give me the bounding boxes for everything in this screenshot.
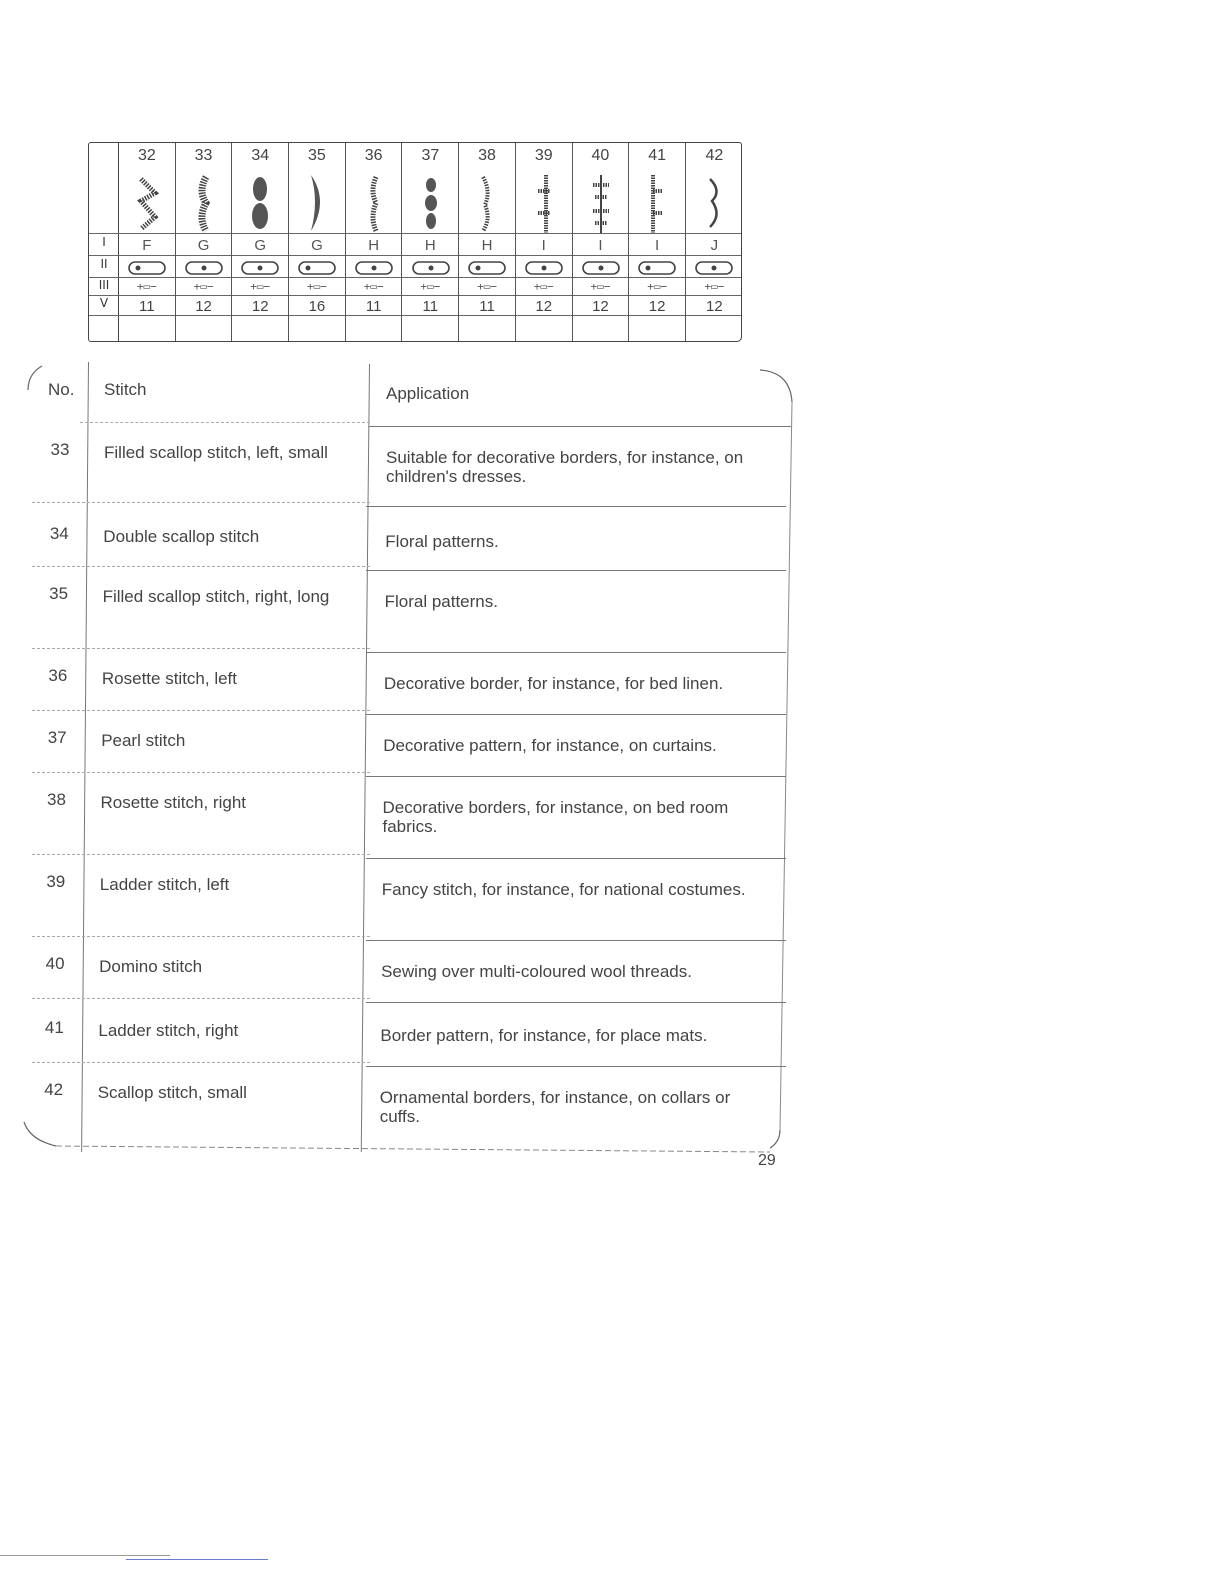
presser-foot-icon <box>232 259 288 277</box>
width-adjust-icon: +▭− <box>307 280 327 293</box>
row-divider <box>366 1002 786 1003</box>
row-divider <box>32 936 370 937</box>
presser-foot-icon <box>516 259 572 277</box>
width-adjust-icon: +▭− <box>363 280 384 293</box>
stitch-column <box>289 143 346 341</box>
application-cell: Suitable for decorative borders, for instance, on children's dresses. <box>386 448 744 486</box>
presser-foot-letter: I <box>541 237 546 254</box>
stitch-column <box>686 143 743 341</box>
stitch-number-cell: 37 <box>47 728 67 747</box>
stitch-pattern-icon <box>119 171 175 233</box>
stitch-name-cell: Scallop stitch, small <box>97 1083 247 1102</box>
row-divider <box>366 1066 786 1067</box>
width-adjust-icon: +▭− <box>704 280 725 293</box>
presser-foot-icon <box>176 259 232 277</box>
stitch-number: 34 <box>251 147 270 164</box>
stitch-length-value: 11 <box>365 298 382 315</box>
stitch-pattern-icon <box>516 171 572 233</box>
application-cell: Fancy stitch, for instance, for national costumes. <box>381 880 746 899</box>
stitch-chart <box>88 142 742 342</box>
stitch-number: 37 <box>421 147 440 164</box>
stitch-pattern-icon <box>289 171 345 233</box>
presser-foot-letter: G <box>311 237 323 254</box>
page-number: 29 <box>758 1152 776 1166</box>
presser-foot-letter: H <box>424 237 436 254</box>
stitch-number: 40 <box>591 147 610 164</box>
stitch-column <box>403 143 460 341</box>
application-cell: Decorative pattern, for instance, on curtains. <box>383 736 717 755</box>
stitch-name-cell: Domino stitch <box>99 957 203 976</box>
presser-foot-icon <box>289 259 345 277</box>
stitch-name-cell: Double scallop stitch <box>103 527 260 546</box>
stitch-length-value: 11 <box>479 298 495 315</box>
stitch-number: 33 <box>194 147 213 164</box>
stitch-number: 41 <box>648 147 667 164</box>
stitch-number: 38 <box>478 147 496 164</box>
row-divider <box>32 854 370 855</box>
width-adjust-icon: +▭− <box>647 280 668 293</box>
presser-foot-letter: H <box>481 237 493 254</box>
stitch-pattern-icon <box>176 171 232 233</box>
row-divider <box>366 570 786 571</box>
header-no: No. <box>48 380 75 399</box>
application-cell: Floral patterns. <box>384 592 498 611</box>
presser-foot-letter: G <box>197 237 210 254</box>
row-divider <box>32 998 370 999</box>
stitch-name-cell: Rosette stitch, right <box>100 793 247 812</box>
presser-foot-icon <box>686 259 743 277</box>
row-labels <box>89 143 119 341</box>
row-divider <box>366 506 786 507</box>
stitch-pattern-icon <box>346 171 402 233</box>
stitch-pattern-icon <box>403 171 459 233</box>
stitch-name-cell: Filled scallop stitch, right, long <box>102 587 330 606</box>
width-adjust-icon: +▭− <box>136 280 157 293</box>
presser-foot-icon <box>629 259 685 277</box>
stitch-number-cell: 36 <box>48 666 68 685</box>
scan-edge-line-blue <box>126 1559 268 1560</box>
stitch-column <box>119 143 176 341</box>
presser-foot-letter: H <box>368 237 380 254</box>
stitch-column <box>346 143 403 341</box>
application-cell: Decorative border, for instance, for bed linen. <box>383 674 724 693</box>
presser-foot-icon <box>119 259 175 277</box>
stitch-number: 39 <box>534 147 553 164</box>
row-divider <box>32 566 370 567</box>
stitch-number: 35 <box>308 147 326 164</box>
stitch-length-value: 12 <box>592 298 609 315</box>
presser-foot-icon <box>403 259 459 277</box>
stitch-column <box>459 143 516 341</box>
presser-foot-letter: G <box>254 237 267 254</box>
stitch-number: 32 <box>137 147 156 164</box>
stitch-pattern-icon <box>232 171 288 233</box>
presser-foot-letter: I <box>598 237 603 254</box>
stitch-column <box>176 143 233 341</box>
width-adjust-icon: +▭− <box>533 280 554 293</box>
stitch-pattern-icon <box>573 171 629 233</box>
row-label-V: V <box>99 296 109 310</box>
stitch-length-value: 16 <box>308 298 326 315</box>
row-divider <box>366 940 786 941</box>
header-application: Application <box>386 384 470 403</box>
stitch-length-value: 12 <box>648 298 666 315</box>
stitch-column <box>516 143 573 341</box>
presser-foot-letter: I <box>655 237 660 254</box>
stitch-name-cell: Rosette stitch, left <box>101 669 238 688</box>
application-cell: Border pattern, for instance, for place mats. <box>380 1026 708 1045</box>
presser-foot-icon <box>346 259 402 277</box>
width-adjust-icon: +▭− <box>420 280 441 293</box>
stitch-name-cell: Filled scallop stitch, left, small <box>104 443 328 462</box>
row-divider <box>32 502 370 503</box>
stitch-number-cell: 42 <box>44 1080 64 1099</box>
header-stitch: Stitch <box>104 380 147 399</box>
presser-foot-letter: F <box>142 237 152 254</box>
stitch-length-value: 12 <box>195 298 212 315</box>
stitch-number-cell: 40 <box>45 954 65 973</box>
stitch-number-cell: 41 <box>44 1018 64 1037</box>
stitch-number-cell: 39 <box>46 872 66 891</box>
stitch-number-cell: 38 <box>47 790 66 809</box>
stitch-pattern-icon <box>629 171 685 233</box>
stitch-length-value: 12 <box>706 298 723 315</box>
stitch-number-cell: 35 <box>49 584 69 603</box>
application-cell: Decorative borders, for instance, on bed room fabrics. <box>382 798 729 836</box>
presser-foot-icon <box>459 259 515 277</box>
application-cell: Floral patterns. <box>385 532 499 551</box>
row-divider <box>32 710 370 711</box>
stitch-length-value: 11 <box>422 298 439 315</box>
row-divider <box>366 776 786 777</box>
stitch-pattern-icon <box>686 171 743 233</box>
stitch-column <box>573 143 630 341</box>
stitch-column <box>629 143 686 341</box>
width-adjust-icon: +▭− <box>193 280 214 293</box>
row-divider <box>32 1062 370 1063</box>
width-adjust-icon: +▭− <box>590 280 611 293</box>
presser-foot-icon <box>573 259 629 277</box>
stitch-table <box>20 362 794 1152</box>
presser-foot-letter: J <box>710 237 719 254</box>
row-divider <box>32 648 370 649</box>
scan-edge-line <box>0 1555 170 1556</box>
row-divider <box>366 714 786 715</box>
stitch-length-value: 11 <box>139 298 155 315</box>
application-cell: Ornamental borders, for instance, on collars or cuffs. <box>379 1088 731 1126</box>
stitch-name-cell: Ladder stitch, left <box>99 875 230 894</box>
stitch-number: 36 <box>364 147 383 164</box>
application-cell: Sewing over multi-coloured wool threads. <box>381 962 692 981</box>
width-adjust-icon: +▭− <box>250 280 271 293</box>
row-label-II: II <box>100 257 108 271</box>
stitch-length-value: 12 <box>535 298 553 315</box>
stitch-name-cell: Pearl stitch <box>101 731 186 750</box>
stitch-number-cell: 34 <box>49 524 69 543</box>
stitch-number: 42 <box>705 147 724 164</box>
row-divider <box>366 652 786 653</box>
width-adjust-icon: +▭− <box>477 280 497 293</box>
stitch-number-cell: 33 <box>50 440 70 459</box>
row-label-I: I <box>102 235 106 249</box>
stitch-name-cell: Ladder stitch, right <box>98 1021 239 1040</box>
row-divider <box>32 772 370 773</box>
row-label-III: III <box>98 278 110 292</box>
stitch-pattern-icon <box>459 171 515 233</box>
stitch-column <box>232 143 289 341</box>
row-divider <box>366 858 786 859</box>
stitch-length-value: 12 <box>251 298 269 315</box>
